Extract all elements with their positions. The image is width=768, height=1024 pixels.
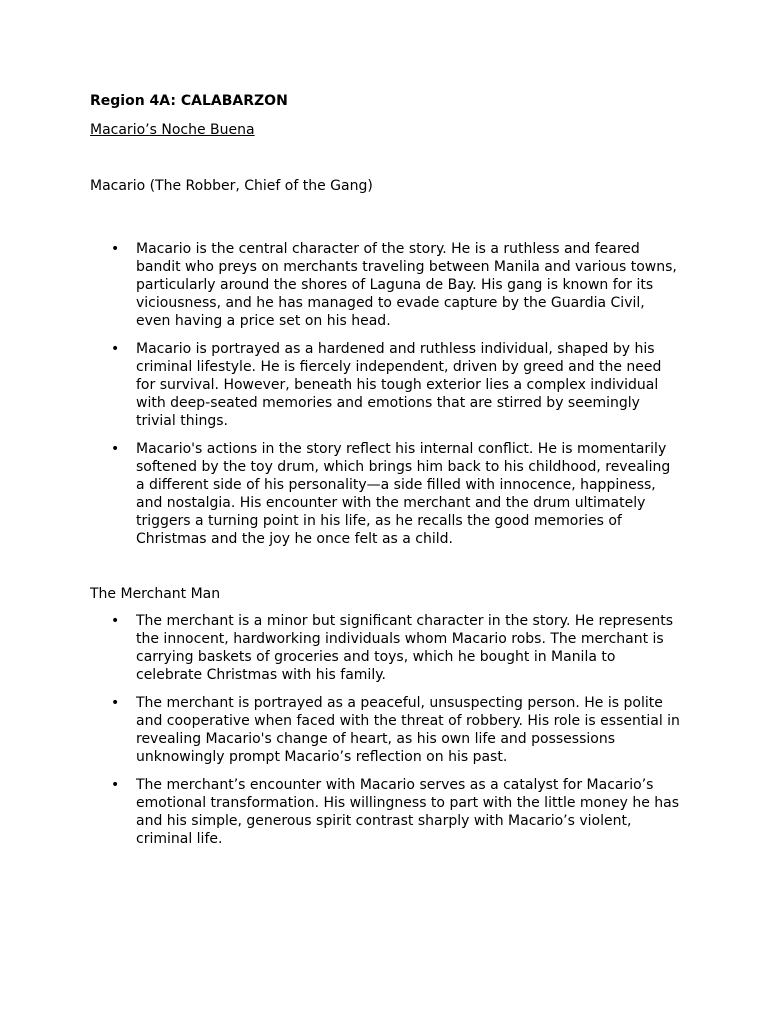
list-item-text: Macario is the central character of the story. He is a ruthless and feared bandit who preys on merchants traveling between Manila and various towns, particularly around the shores of Laguna de Bay. His gang is known for its viciousness, and he has managed to evade capture by the Guardia Civil, even having a price set on his head.	[136, 241, 677, 329]
list-item	[90, 776, 680, 848]
story-title: Macario’s Noche Buena	[90, 122, 255, 138]
region-heading: Region 4A: CALABARZON	[90, 93, 288, 109]
character-heading-macario: Macario (The Robber, Chief of the Gang)	[90, 178, 373, 194]
bullet-icon: •	[111, 613, 120, 629]
bullet-icon: •	[111, 777, 120, 793]
list-item	[90, 340, 680, 430]
bullet-icon: •	[111, 695, 120, 711]
character-heading-merchant: The Merchant Man	[90, 586, 221, 602]
list-item	[90, 440, 680, 548]
list-item-text: The merchant is portrayed as a peaceful, unsuspecting person. He is polite and cooperative when faced with the threat of robbery. His role is essential in revealing Macario's change of heart, as his own life and possessions unknowingly prompt Macario’s reflection on his past.	[136, 695, 680, 765]
list-item	[90, 694, 680, 766]
merchant-bullet-list	[90, 612, 680, 858]
list-item-text: The merchant’s encounter with Macario serves as a catalyst for Macario’s emotional transformation. His willingness to part with the little money he has and his simple, generous spirit contrast sharply with Macario’s violent, criminal life.	[136, 777, 679, 847]
list-item-text: Macario's actions in the story reflect his internal conflict. He is momentarily softened by the toy drum, which brings him back to his childhood, revealing a different side of his personality—a side filled with innocence, happiness, and nostalgia. His encounter with the merchant and the drum ultimately triggers a turning point in his life, as he recalls the good memories of Christmas and the joy he once felt as a child.	[136, 441, 671, 547]
bullet-icon: •	[111, 241, 120, 257]
list-item	[90, 612, 680, 684]
list-item-text: The merchant is a minor but significant character in the story. He represents the innocent, hardworking individuals whom Macario robs. The merchant is carrying baskets of groceries and toys, which he bought in Manila to celebrate Christmas with his family.	[136, 613, 674, 683]
list-item-text: Macario is portrayed as a hardened and ruthless individual, shaped by his criminal lifestyle. He is fiercely independent, driven by greed and the need for survival. However, beneath his tough exterior lies a complex individual with deep-seated memories and emotions that are stirred by seemingly trivial things.	[136, 341, 662, 429]
bullet-icon: •	[111, 341, 120, 357]
bullet-icon: •	[111, 441, 120, 457]
macario-bullet-list	[90, 240, 680, 558]
list-item	[90, 240, 680, 330]
